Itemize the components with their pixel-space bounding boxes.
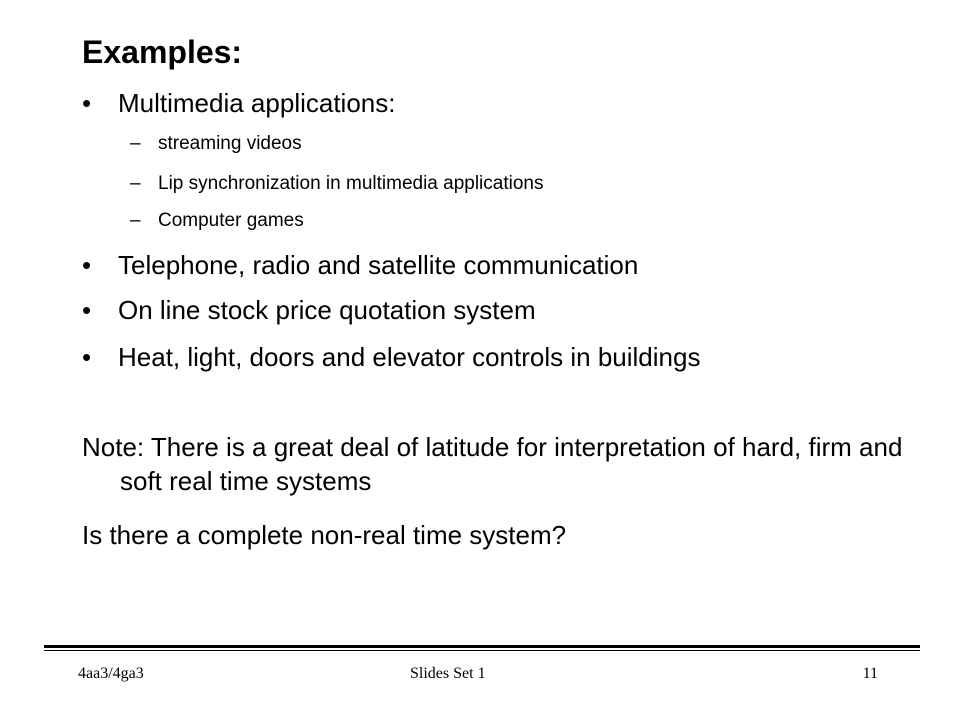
note-paragraph: Note: There is a great deal of latitude for interpretation of hard, firm and soft real time systems (82, 432, 903, 496)
bullet-building-controls (82, 340, 700, 374)
bullet-text: Heat, light, doors and elevator controls in buildings (118, 342, 701, 372)
footer-divider-thin (44, 650, 920, 651)
bullet-stock-quotation (82, 293, 536, 327)
sub-bullet-streaming (130, 131, 302, 157)
footer-course-code: 4aa3/4ga3 (78, 665, 144, 682)
bullet-marker: • (82, 295, 92, 325)
bullet-telephone (82, 248, 638, 282)
slide-title: Examples: (82, 34, 243, 70)
bullet-multimedia (82, 86, 395, 120)
sub-bullet-marker: – (130, 173, 141, 194)
bullet-text: On line stock price quotation system (118, 295, 536, 325)
bullet-marker: • (82, 342, 92, 372)
bullet-text: Telephone, radio and satellite communication (118, 250, 639, 280)
sub-bullet-text: Computer games (158, 210, 304, 231)
bullet-text: Multimedia applications: (118, 88, 396, 118)
sub-bullet-text: streaming videos (158, 133, 302, 154)
footer-page-number: 11 (862, 665, 878, 682)
footer-slide-set: Slides Set 1 (410, 665, 486, 682)
sub-bullet-games (130, 208, 304, 234)
bullet-marker: • (82, 250, 92, 280)
footer-divider-thick (44, 645, 920, 648)
question-paragraph: Is there a complete non-real time system? (82, 520, 567, 550)
sub-bullet-lip-sync (130, 171, 543, 197)
sub-bullet-marker: – (130, 133, 141, 154)
sub-bullet-marker: – (130, 210, 141, 231)
sub-bullet-text: Lip synchronization in multimedia applications (158, 173, 544, 194)
bullet-marker: • (82, 88, 92, 118)
